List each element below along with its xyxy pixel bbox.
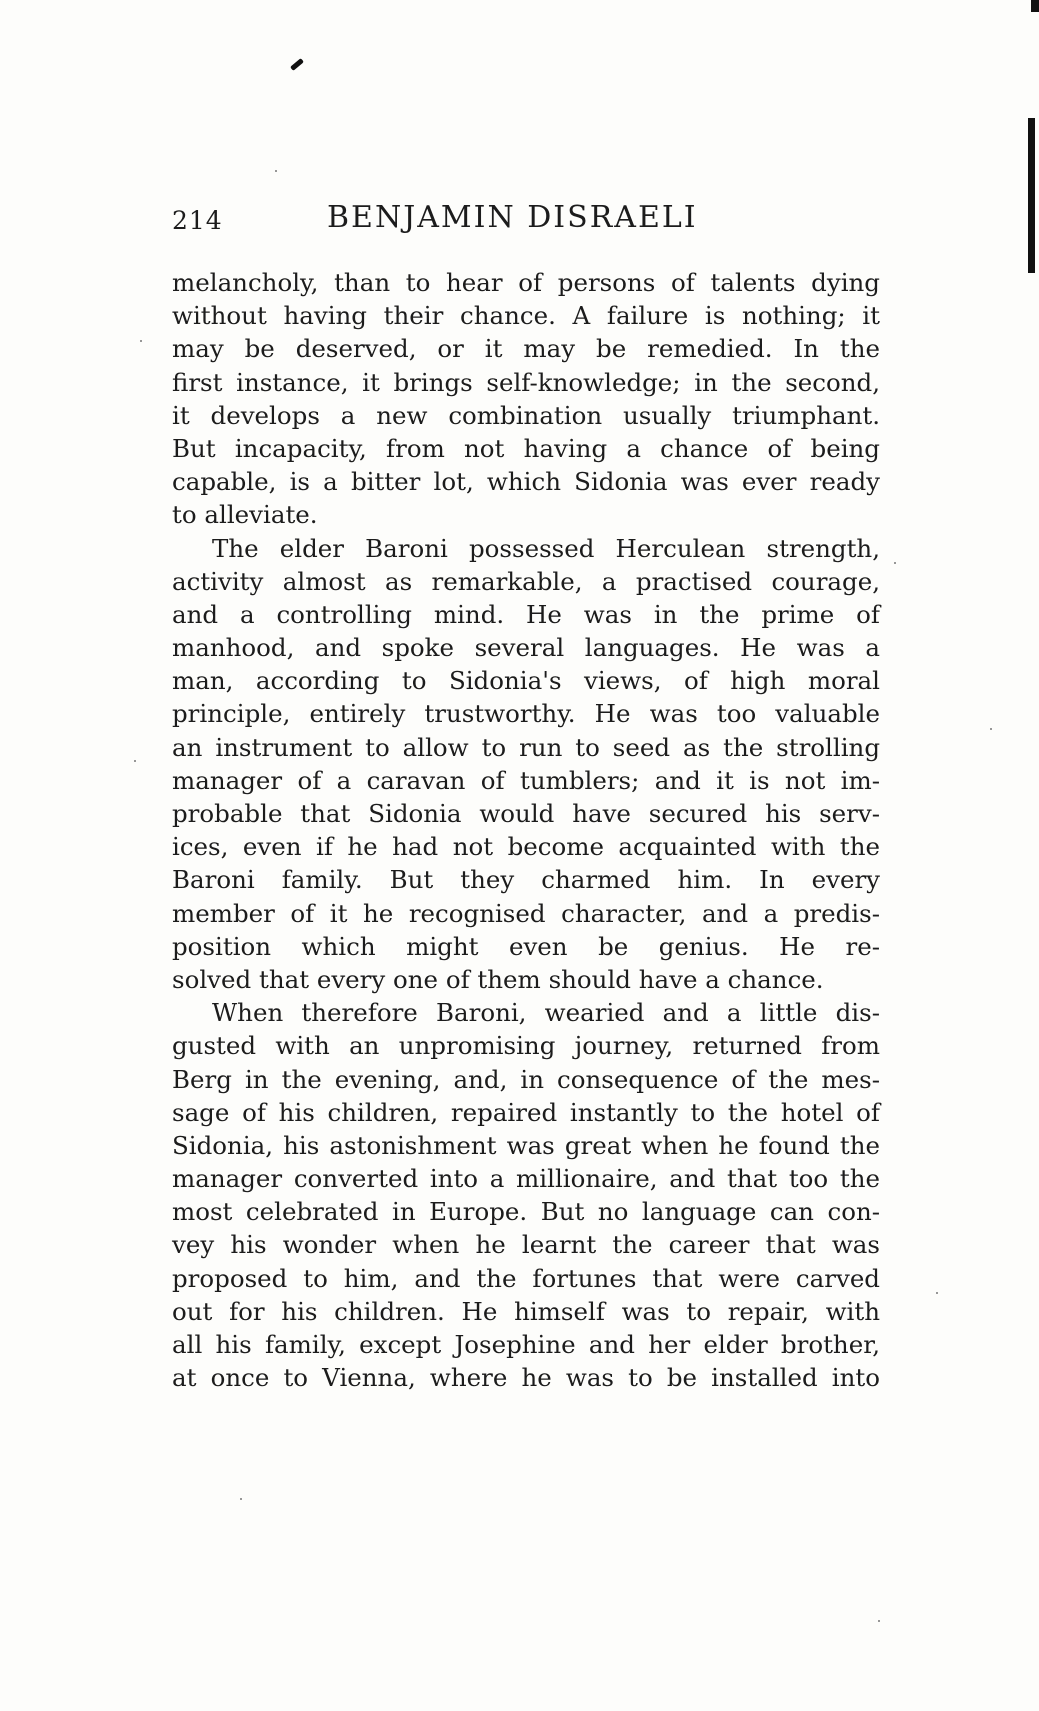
text-line: most celebrated in Europe. But no language can con- (172, 1197, 880, 1227)
text-line: it develops a new combination usually triumphant. (172, 400, 880, 430)
text-line: Berg in the evening, and, in consequence of the mes- (172, 1064, 880, 1094)
text-line: manager converted into a millionaire, and that too the (172, 1164, 880, 1194)
text-line: and a controlling mind. He was in the prime of (172, 599, 880, 629)
text-line: Baroni family. But they charmed him. In every (172, 865, 880, 895)
text-line: principle, entirely trustworthy. He was too valuable (172, 699, 880, 729)
text-line: The elder Baroni possessed Herculean strength, (212, 533, 880, 563)
text-line: man, according to Sidonia's views, of high moral (172, 666, 880, 696)
paragraph-1 (172, 266, 880, 532)
scan-speck (894, 562, 896, 564)
text-line: ices, even if he had not become acquainted with the (172, 832, 880, 862)
text-line: all his family, except Josephine and her elder brother, (172, 1330, 880, 1359)
scan-speck (936, 1292, 938, 1294)
scan-speck (990, 728, 992, 730)
text-line: vey his wonder when he learnt the career that was (172, 1230, 880, 1260)
text-line: melancholy, than to hear of persons of talents dying (172, 268, 880, 297)
body-text (172, 266, 880, 1394)
scan-edge-mark (1031, 0, 1039, 12)
text-line: Sidonia, his astonishment was great when he found the (172, 1130, 880, 1160)
text-line: capable, is a bitter lot, which Sidonia was ever ready (172, 467, 880, 497)
page-number: 214 (172, 206, 223, 235)
ink-mark (290, 58, 304, 71)
text-line: activity almost as remarkable, a practised courage, (172, 566, 880, 596)
text-line: But incapacity, from not having a chance of being (172, 433, 880, 463)
text-line: may be deserved, or it may be remedied. In the (172, 334, 880, 364)
text-line: manhood, and spoke several languages. He was a (172, 633, 880, 663)
paragraph-3 (172, 996, 880, 1394)
scan-speck (878, 1620, 880, 1622)
paragraph-2 (172, 532, 880, 997)
text-line: out for his children. He himself was to repair, with (172, 1296, 880, 1326)
scan-speck (275, 170, 277, 172)
scan-edge-bar (1028, 118, 1035, 273)
scan-speck (240, 1498, 242, 1500)
text-line: proposed to him, and the fortunes that were carved (172, 1263, 880, 1293)
text-line: sage of his children, repaired instantly to the hotel of (172, 1097, 880, 1127)
text-line: gusted with an unpromising journey, returned from (172, 1031, 880, 1061)
text-line: member of it he recognised character, and a predis- (172, 898, 880, 928)
text-line: first instance, it brings self-knowledge; in the second, (172, 367, 880, 397)
page-header (172, 200, 880, 240)
text-line: probable that Sidonia would have secured his serv- (172, 799, 880, 828)
scan-speck (140, 340, 142, 342)
text-line: solved that every one of them should have a chance. (172, 964, 824, 994)
text-line: When therefore Baroni, wearied and a little dis- (212, 998, 880, 1028)
text-line: at once to Vienna, where he was to be installed into (172, 1363, 880, 1393)
text-line: to alleviate. (172, 500, 318, 530)
text-line: position which might even be genius. He re- (172, 931, 880, 961)
text-line: without having their chance. A failure is nothing; it (172, 301, 880, 331)
text-line: manager of a caravan of tumblers; and it is not im- (172, 765, 880, 795)
scan-speck (134, 760, 136, 762)
running-head: BENJAMIN DISRAELI (327, 200, 698, 235)
text-line: an instrument to allow to run to seed as the strolling (172, 732, 880, 762)
